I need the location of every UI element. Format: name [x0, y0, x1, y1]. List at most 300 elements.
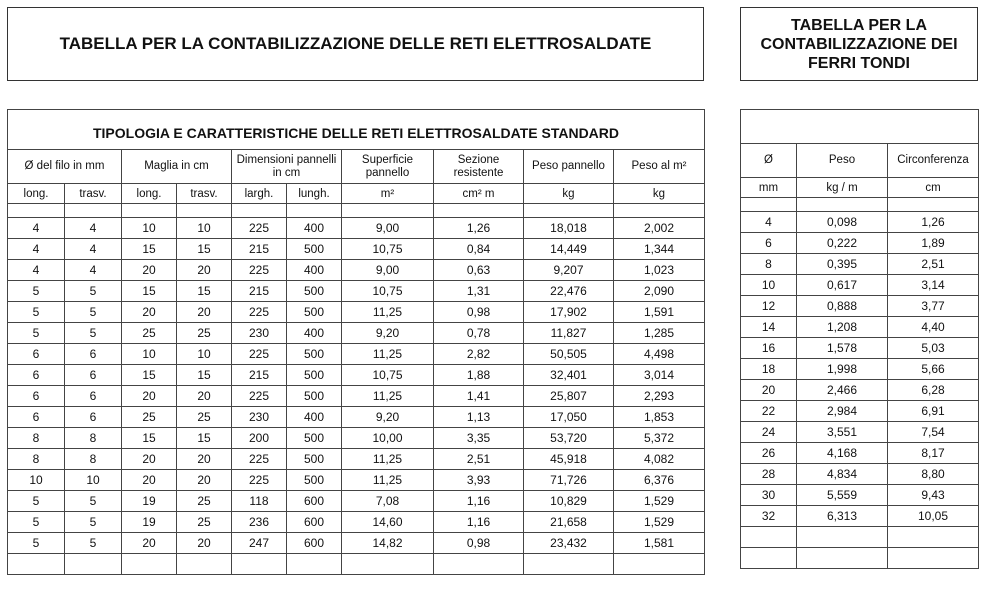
- cell-7: 1,31: [434, 281, 524, 302]
- cell-2: 8,17: [888, 443, 979, 464]
- cell-4: 118: [232, 491, 287, 512]
- blank-cell-1: [797, 548, 888, 569]
- cell-1: 1,578: [797, 338, 888, 359]
- blank-cell-9: [614, 204, 705, 218]
- cell-3: 10: [177, 344, 232, 365]
- table-row: [8, 365, 705, 386]
- cell-5: 400: [287, 218, 342, 239]
- header-diameter: Ø: [741, 144, 797, 178]
- table-row: [741, 317, 979, 338]
- cell-0: 4: [741, 212, 797, 233]
- cell-1: 5,559: [797, 485, 888, 506]
- cell-9: 1,529: [614, 512, 705, 533]
- cell-2: 8,80: [888, 464, 979, 485]
- cell-4: 200: [232, 428, 287, 449]
- cell-3: 15: [177, 281, 232, 302]
- table-row: [8, 470, 705, 491]
- table-row: [741, 506, 979, 527]
- cell-6: 11,25: [342, 344, 434, 365]
- cell-3: 20: [177, 533, 232, 554]
- blank-cell-3: [177, 204, 232, 218]
- cell-3: 10: [177, 218, 232, 239]
- cell-4: 215: [232, 281, 287, 302]
- cell-8: 17,050: [524, 407, 614, 428]
- cell-1: 6: [65, 386, 122, 407]
- cell-0: 6: [8, 344, 65, 365]
- cell-1: 0,222: [797, 233, 888, 254]
- cell-0: 5: [8, 533, 65, 554]
- table-row: [741, 212, 979, 233]
- cell-7: 0,78: [434, 323, 524, 344]
- table-row: [741, 275, 979, 296]
- cell-1: 6: [65, 365, 122, 386]
- cell-1: 4: [65, 239, 122, 260]
- cell-1: 5: [65, 323, 122, 344]
- cell-3: 20: [177, 302, 232, 323]
- unit-cell-8: kg: [524, 184, 614, 204]
- cell-7: 3,93: [434, 470, 524, 491]
- cell-6: 11,25: [342, 449, 434, 470]
- blank-cell-7: [434, 204, 524, 218]
- cell-8: 45,918: [524, 449, 614, 470]
- cell-2: 15: [122, 281, 177, 302]
- blank-cell-2: [888, 198, 979, 212]
- cell-4: 225: [232, 470, 287, 491]
- header-circumference: Circonferenza: [888, 144, 979, 178]
- blank-cell-2: [888, 527, 979, 548]
- blank-cell-2: [888, 548, 979, 569]
- blank-row: [741, 198, 979, 212]
- cell-9: 1,581: [614, 533, 705, 554]
- cell-2: 6,28: [888, 380, 979, 401]
- unit-cell-0: long.: [8, 184, 65, 204]
- header-panel-dimensions: Dimensioni pannelli in cm: [232, 150, 342, 184]
- cell-1: 1,208: [797, 317, 888, 338]
- cell-4: 215: [232, 239, 287, 260]
- cell-2: 4,40: [888, 317, 979, 338]
- unit-cell-2: cm: [888, 178, 979, 198]
- cell-2: 9,43: [888, 485, 979, 506]
- cell-5: 600: [287, 491, 342, 512]
- header-weight: Peso: [797, 144, 888, 178]
- cell-8: 25,807: [524, 386, 614, 407]
- cell-2: 15: [122, 239, 177, 260]
- rod-title-text: TABELLA PER LA CONTABILIZZAZIONE DEI FERRI TONDI: [760, 16, 958, 72]
- cell-5: 400: [287, 260, 342, 281]
- cell-1: 2,466: [797, 380, 888, 401]
- rod-units-row: [741, 178, 979, 198]
- unit-cell-1: kg / m: [797, 178, 888, 198]
- cell-4: 225: [232, 344, 287, 365]
- cell-8: 50,505: [524, 344, 614, 365]
- table-row: [8, 344, 705, 365]
- cell-1: 1,998: [797, 359, 888, 380]
- unit-cell-7: cm² m: [434, 184, 524, 204]
- cell-7: 1,13: [434, 407, 524, 428]
- cell-7: 0,98: [434, 302, 524, 323]
- cell-1: 8: [65, 449, 122, 470]
- blank-row: [8, 554, 705, 575]
- cell-1: 3,551: [797, 422, 888, 443]
- unit-cell-2: long.: [122, 184, 177, 204]
- cell-9: 1,344: [614, 239, 705, 260]
- cell-2: 19: [122, 512, 177, 533]
- cell-4: 225: [232, 260, 287, 281]
- unit-cell-4: largh.: [232, 184, 287, 204]
- blank-cell-6: [342, 554, 434, 575]
- cell-1: 6,313: [797, 506, 888, 527]
- cell-3: 20: [177, 260, 232, 281]
- cell-0: 6: [8, 365, 65, 386]
- cell-8: 18,018: [524, 218, 614, 239]
- cell-3: 25: [177, 323, 232, 344]
- cell-0: 20: [741, 380, 797, 401]
- cell-6: 14,60: [342, 512, 434, 533]
- mesh-table: [7, 109, 705, 575]
- cell-6: 14,82: [342, 533, 434, 554]
- table-row: [741, 254, 979, 275]
- cell-2: 15: [122, 365, 177, 386]
- cell-2: 1,89: [888, 233, 979, 254]
- cell-3: 25: [177, 512, 232, 533]
- table-row: [741, 443, 979, 464]
- blank-cell-1: [65, 554, 122, 575]
- cell-0: 30: [741, 485, 797, 506]
- cell-8: 17,902: [524, 302, 614, 323]
- cell-9: 1,591: [614, 302, 705, 323]
- blank-cell-0: [741, 527, 797, 548]
- cell-0: 6: [8, 386, 65, 407]
- cell-0: 8: [741, 254, 797, 275]
- table-row: [8, 512, 705, 533]
- cell-2: 10,05: [888, 506, 979, 527]
- table-row: [8, 449, 705, 470]
- table-row: [741, 485, 979, 506]
- cell-9: 2,002: [614, 218, 705, 239]
- blank-cell-1: [797, 527, 888, 548]
- unit-cell-6: m²: [342, 184, 434, 204]
- cell-2: 5,66: [888, 359, 979, 380]
- table-row: [8, 491, 705, 512]
- cell-2: 20: [122, 533, 177, 554]
- cell-1: 6: [65, 344, 122, 365]
- cell-2: 3,77: [888, 296, 979, 317]
- cell-2: 2,51: [888, 254, 979, 275]
- cell-8: 22,476: [524, 281, 614, 302]
- cell-0: 18: [741, 359, 797, 380]
- cell-8: 11,827: [524, 323, 614, 344]
- table-row: [8, 281, 705, 302]
- table-row: [741, 338, 979, 359]
- cell-0: 4: [8, 239, 65, 260]
- cell-2: 7,54: [888, 422, 979, 443]
- cell-9: 1,023: [614, 260, 705, 281]
- cell-8: 10,829: [524, 491, 614, 512]
- table-row: [8, 407, 705, 428]
- cell-3: 15: [177, 239, 232, 260]
- cell-5: 400: [287, 407, 342, 428]
- cell-9: 3,014: [614, 365, 705, 386]
- cell-6: 7,08: [342, 491, 434, 512]
- cell-9: 4,498: [614, 344, 705, 365]
- table-row: [8, 323, 705, 344]
- table-row: [741, 296, 979, 317]
- mesh-title-text: TABELLA PER LA CONTABILIZZAZIONE DELLE RETI ELETTROSALDATE: [59, 34, 652, 53]
- cell-7: 0,63: [434, 260, 524, 281]
- rod-table-caption-blank: [741, 110, 979, 144]
- cell-7: 2,82: [434, 344, 524, 365]
- blank-cell-0: [741, 198, 797, 212]
- cell-9: 6,376: [614, 470, 705, 491]
- blank-cell-5: [287, 554, 342, 575]
- cell-7: 1,16: [434, 491, 524, 512]
- table-row: [8, 260, 705, 281]
- cell-3: 15: [177, 365, 232, 386]
- cell-3: 20: [177, 470, 232, 491]
- cell-5: 500: [287, 302, 342, 323]
- table-row: [8, 218, 705, 239]
- cell-2: 1,26: [888, 212, 979, 233]
- unit-cell-5: lungh.: [287, 184, 342, 204]
- cell-2: 3,14: [888, 275, 979, 296]
- cell-1: 5: [65, 491, 122, 512]
- cell-0: 6: [741, 233, 797, 254]
- units-row: [8, 184, 705, 204]
- blank-cell-0: [8, 204, 65, 218]
- cell-3: 25: [177, 407, 232, 428]
- cell-4: 230: [232, 323, 287, 344]
- blank-cell-0: [8, 554, 65, 575]
- rod-table-body: [741, 198, 979, 569]
- cell-1: 5: [65, 533, 122, 554]
- cell-2: 10: [122, 218, 177, 239]
- header-resistant-section: Sezione resistente: [434, 150, 524, 184]
- header-panel-area: Superficie pannello: [342, 150, 434, 184]
- cell-3: 25: [177, 491, 232, 512]
- cell-8: 53,720: [524, 428, 614, 449]
- cell-2: 20: [122, 260, 177, 281]
- cell-2: 20: [122, 449, 177, 470]
- unit-cell-1: trasv.: [65, 184, 122, 204]
- cell-5: 500: [287, 449, 342, 470]
- cell-8: 21,658: [524, 512, 614, 533]
- cell-1: 4,834: [797, 464, 888, 485]
- table-row: [741, 422, 979, 443]
- cell-2: 25: [122, 407, 177, 428]
- cell-2: 15: [122, 428, 177, 449]
- cell-7: 3,35: [434, 428, 524, 449]
- cell-1: 10: [65, 470, 122, 491]
- cell-6: 9,00: [342, 218, 434, 239]
- cell-1: 6: [65, 407, 122, 428]
- header-mesh-size: Maglia in cm: [122, 150, 232, 184]
- cell-0: 5: [8, 302, 65, 323]
- cell-4: 247: [232, 533, 287, 554]
- mesh-table-body: [8, 204, 705, 575]
- cell-0: 5: [8, 323, 65, 344]
- cell-6: 11,25: [342, 386, 434, 407]
- cell-6: 10,75: [342, 281, 434, 302]
- header-weight-per-m2: Peso al m²: [614, 150, 705, 184]
- cell-7: 2,51: [434, 449, 524, 470]
- mesh-units-row: [8, 184, 705, 204]
- cell-0: 26: [741, 443, 797, 464]
- cell-0: 12: [741, 296, 797, 317]
- units-row: [741, 178, 979, 198]
- cell-4: 225: [232, 218, 287, 239]
- rod-table-title: [740, 7, 978, 81]
- cell-0: 24: [741, 422, 797, 443]
- blank-cell-8: [524, 204, 614, 218]
- cell-5: 500: [287, 365, 342, 386]
- cell-0: 6: [8, 407, 65, 428]
- cell-0: 8: [8, 449, 65, 470]
- cell-0: 16: [741, 338, 797, 359]
- blank-row: [741, 527, 979, 548]
- cell-5: 500: [287, 386, 342, 407]
- cell-5: 600: [287, 512, 342, 533]
- cell-1: 2,984: [797, 401, 888, 422]
- mesh-table-caption: TIPOLOGIA E CARATTERISTICHE DELLE RETI ELETTROSALDATE STANDARD: [8, 110, 705, 150]
- cell-6: 10,00: [342, 428, 434, 449]
- cell-6: 9,20: [342, 323, 434, 344]
- cell-4: 215: [232, 365, 287, 386]
- cell-0: 5: [8, 491, 65, 512]
- cell-7: 1,88: [434, 365, 524, 386]
- cell-0: 32: [741, 506, 797, 527]
- cell-1: 4: [65, 218, 122, 239]
- unit-cell-3: trasv.: [177, 184, 232, 204]
- table-row: [8, 386, 705, 407]
- cell-8: 9,207: [524, 260, 614, 281]
- cell-5: 500: [287, 344, 342, 365]
- cell-3: 15: [177, 428, 232, 449]
- cell-1: 5: [65, 281, 122, 302]
- blank-cell-1: [797, 198, 888, 212]
- blank-cell-4: [232, 554, 287, 575]
- table-row: [741, 401, 979, 422]
- cell-2: 20: [122, 386, 177, 407]
- cell-8: 23,432: [524, 533, 614, 554]
- blank-cell-1: [65, 204, 122, 218]
- blank-cell-4: [232, 204, 287, 218]
- blank-cell-2: [122, 204, 177, 218]
- cell-0: 8: [8, 428, 65, 449]
- cell-5: 500: [287, 470, 342, 491]
- cell-7: 0,98: [434, 533, 524, 554]
- cell-1: 5: [65, 302, 122, 323]
- cell-1: 0,098: [797, 212, 888, 233]
- cell-6: 10,75: [342, 365, 434, 386]
- blank-cell-7: [434, 554, 524, 575]
- cell-0: 5: [8, 281, 65, 302]
- cell-9: 1,853: [614, 407, 705, 428]
- cell-5: 500: [287, 428, 342, 449]
- cell-7: 1,41: [434, 386, 524, 407]
- cell-9: 1,529: [614, 491, 705, 512]
- unit-cell-9: kg: [614, 184, 705, 204]
- cell-2: 20: [122, 470, 177, 491]
- cell-6: 10,75: [342, 239, 434, 260]
- mesh-table-title: [7, 7, 704, 81]
- cell-6: 9,20: [342, 407, 434, 428]
- cell-1: 5: [65, 512, 122, 533]
- table-row: [8, 533, 705, 554]
- cell-1: 0,395: [797, 254, 888, 275]
- cell-4: 225: [232, 302, 287, 323]
- cell-9: 4,082: [614, 449, 705, 470]
- table-row: [741, 233, 979, 254]
- blank-cell-5: [287, 204, 342, 218]
- blank-row: [8, 204, 705, 218]
- cell-6: 11,25: [342, 470, 434, 491]
- blank-cell-0: [741, 548, 797, 569]
- blank-cell-8: [524, 554, 614, 575]
- cell-0: 22: [741, 401, 797, 422]
- unit-cell-0: mm: [741, 178, 797, 198]
- cell-7: 1,16: [434, 512, 524, 533]
- cell-1: 4: [65, 260, 122, 281]
- cell-8: 14,449: [524, 239, 614, 260]
- table-row: [8, 239, 705, 260]
- cell-4: 225: [232, 386, 287, 407]
- cell-0: 28: [741, 464, 797, 485]
- table-row: [8, 302, 705, 323]
- cell-0: 4: [8, 260, 65, 281]
- cell-6: 11,25: [342, 302, 434, 323]
- cell-9: 2,293: [614, 386, 705, 407]
- cell-5: 500: [287, 239, 342, 260]
- blank-cell-9: [614, 554, 705, 575]
- cell-2: 10: [122, 344, 177, 365]
- rod-table: [740, 109, 979, 569]
- cell-0: 4: [8, 218, 65, 239]
- table-row: [741, 359, 979, 380]
- cell-1: 8: [65, 428, 122, 449]
- cell-1: 0,888: [797, 296, 888, 317]
- cell-8: 32,401: [524, 365, 614, 386]
- cell-5: 400: [287, 323, 342, 344]
- cell-2: 6,91: [888, 401, 979, 422]
- table-row: [741, 464, 979, 485]
- cell-4: 230: [232, 407, 287, 428]
- cell-7: 0,84: [434, 239, 524, 260]
- cell-6: 9,00: [342, 260, 434, 281]
- cell-0: 14: [741, 317, 797, 338]
- header-wire-diameter: Ø del filo in mm: [8, 150, 122, 184]
- cell-5: 500: [287, 281, 342, 302]
- blank-cell-6: [342, 204, 434, 218]
- blank-cell-2: [122, 554, 177, 575]
- cell-0: 5: [8, 512, 65, 533]
- cell-1: 0,617: [797, 275, 888, 296]
- cell-9: 1,285: [614, 323, 705, 344]
- cell-3: 20: [177, 386, 232, 407]
- cell-7: 1,26: [434, 218, 524, 239]
- cell-5: 600: [287, 533, 342, 554]
- cell-0: 10: [741, 275, 797, 296]
- table-row: [741, 380, 979, 401]
- cell-2: 5,03: [888, 338, 979, 359]
- cell-4: 236: [232, 512, 287, 533]
- cell-8: 71,726: [524, 470, 614, 491]
- cell-4: 225: [232, 449, 287, 470]
- blank-cell-3: [177, 554, 232, 575]
- cell-2: 19: [122, 491, 177, 512]
- table-row: [8, 428, 705, 449]
- blank-row: [741, 548, 979, 569]
- cell-9: 5,372: [614, 428, 705, 449]
